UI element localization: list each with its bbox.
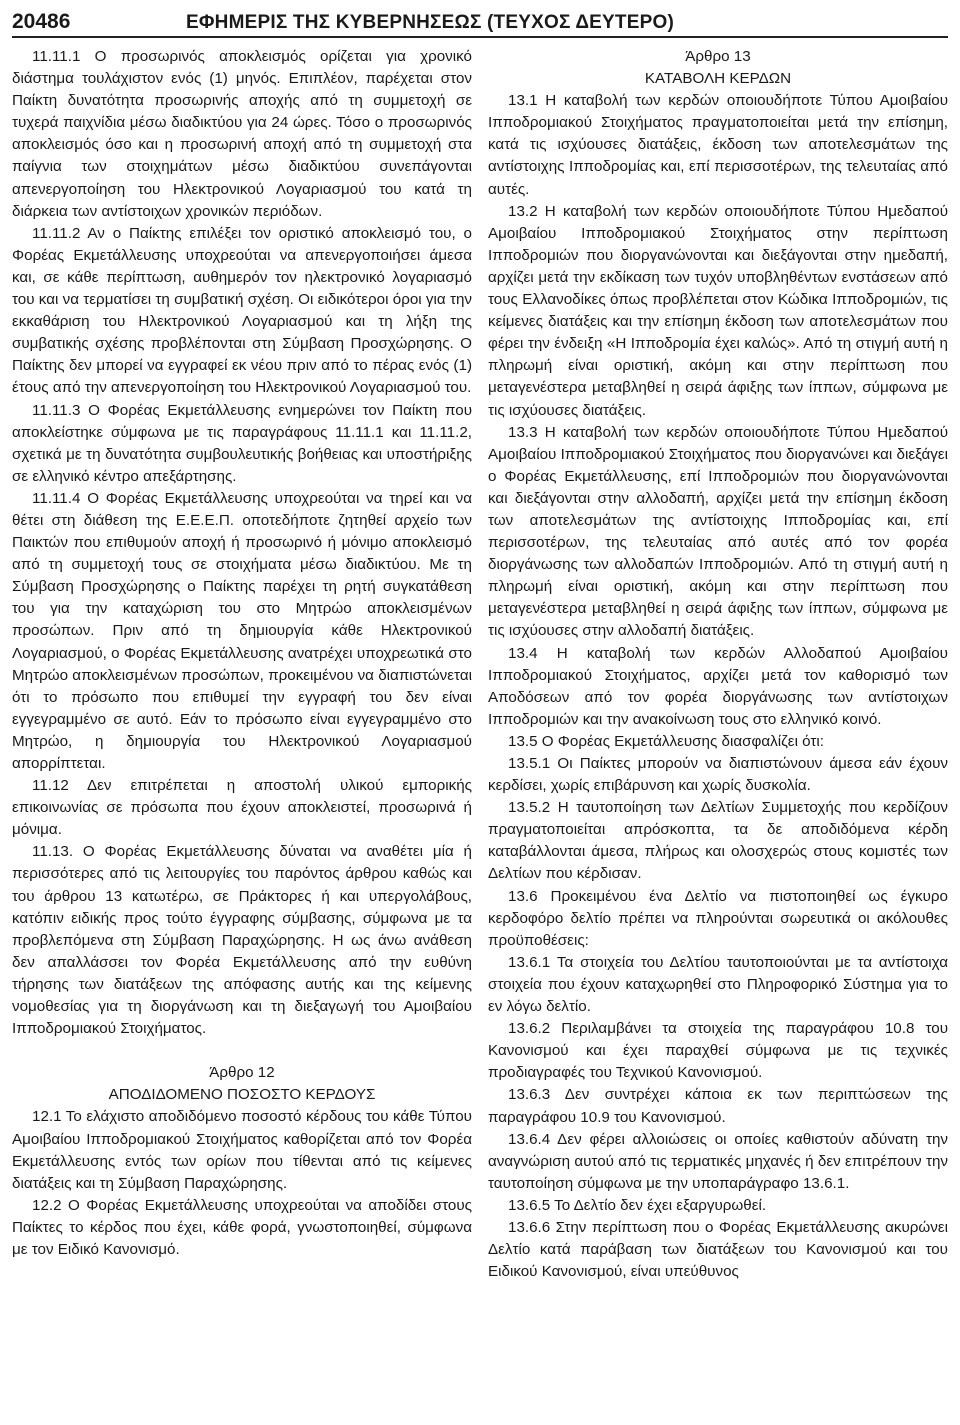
text-columns: [12, 46, 948, 1425]
paragraph-11-11-3: 11.11.3 Ο Φορέας Εκμετάλλευσης ενημερώνει τον Παίκτη που αποκλείστηκε σύμφωνα με τις παραγράφους 11.11.1 και 11.11.2, σχετικά με τη δυνατότητα συμβουλευτικής βοήθειας και υποστήριξης σε ελληνικό κέντρο απεξάρτησης.: [12, 401, 472, 485]
right-column: [488, 46, 948, 1425]
article-12-title: ΑΠΟΔΙΔΟΜΕΝΟ ΠΟΣΟΣΤΟ ΚΕΡΔΟΥΣ: [108, 1086, 376, 1104]
paragraph-12-1: 12.1 Το ελάχιστο αποδιδόμενο ποσοστό κέρδους του κάθε Τύπου Αμοιβαίου Ιπποδρομιακού Στοιχήματος καθορίζεται από τον Φορέα Εκμετάλλευσης εντός των ορίων που τίθενται από τις κείμενες διατάξεις και τη Σύμβαση Παραχώρησης.: [12, 1108, 472, 1192]
paragraph-13-2: 13.2 Η καταβολή των κερδών οποιουδήποτε Τύπου Ημεδαπού Αμοιβαίου Ιπποδρομιακού Στοιχήματος στην περίπτωση Ιπποδρομιών που διοργανώνονται και διεξάγονται στην ημεδαπή, αρχίζει μετά την εκδίκαση των τυχόν υποβληθέντων ενστάσεων από τους Ελλανοδίκες όπως προβλέπεται στον Κώδικα Ιπποδρομιών, τις κείμενες διατάξεις και την επίσημη έκδοση των αποτελεσμάτων που φέρει την ένδειξη «Η Ιπποδρομία έχει καλώς». Από τη στιγμή αυτή η πληρωμή είναι οριστική, ακόμη και στην περίπτωση που μεταγενέστερα μεταβληθεί η σειρά άφιξης των ίππων, σύμφωνα με τις ισχύουσες διατάξεις.: [488, 202, 948, 419]
running-title: ΕΦΗΜΕΡΙΣ ΤΗΣ ΚΥΒΕΡΝΗΣΕΩΣ (ΤΕΥΧΟΣ ΔΕΥΤΕΡΟ): [186, 12, 674, 33]
paragraph-13-4: 13.4 Η καταβολή των κερδών Αλλοδαπού Αμοιβαίου Ιπποδρομιακού Στοιχήματος, αρχίζει μετά τον καθορισμό των Αποδόσεων από τον φορέα διοργάνωσης των αντίστοιχων Ιπποδρομιών και την ανακοίνωση τους στο ελληνικό κοινό.: [488, 644, 948, 728]
paragraph-13-6-1: 13.6.1 Τα στοιχεία του Δελτίου ταυτοποιούνται με τα αντίστοιχα στοιχεία που έχουν καταχωρηθεί στο Πληροφορικό Σύστημα για το εν λόγω δελτίο.: [488, 953, 948, 1016]
paragraph-11-11-1: 11.11.1 Ο προσωρινός αποκλεισμός ορίζεται για χρονικό διάστημα τουλάχιστον ενός (1) μηνός. Επιπλέον, παρέχεται στον Παίκτη δυνατότητα προσωρινής αποχής από τη συμμετοχή σε τυχερά παιχνίδια μέσω διαδικτύου για 24 ώρες. Τόσο ο προσωρινός αποκλεισμός όσο και η προσωρινή αποχή από τη συμμετοχή στα παίγνια των στοιχημάτων μέσω διαδικτύου συνεπάγονται απενεργοποίηση του Ηλεκτρονικού Λογαριασμού του κατά τη διάρκεια των αντίστοιχων χρονικών περιόδων.: [12, 48, 472, 220]
paragraph-13-6: 13.6 Προκειμένου ένα Δελτίο να πιστοποιηθεί ως έγκυρο κερδοφόρο δελτίο πρέπει να πληρούνται σωρευτικά οι ακόλουθες προϋποθέσεις:: [488, 887, 948, 949]
paragraph-13-5-2: 13.5.2 Η ταυτοποίηση των Δελτίων Συμμετοχής που κερδίζουν πραγματοποιείται απρόσκοπτα, τα δε αποδιδόμενα κέρδη καταβάλλονται άμεσα, πλήρως και ολοσχερώς στους κομιστές των Δελτίων που κέρδισαν.: [488, 799, 948, 883]
paragraph-11-11-4: 11.11.4 Ο Φορέας Εκμετάλλευσης υποχρεούται να τηρεί και να θέτει στη διάθεση της Ε.Ε.Ε.Π. οποτεδήποτε ζητηθεί αρχείο των Παικτών που επιθυμούν αποχή ή προσωρινό ή μόνιμο αποκλεισμό από τη συμμετοχή τους σε στοιχήματα μέσω διαδικτύου. Με τη Σύμβαση Προσχώρησης ο Παίκτης παρέχει τη ρητή συγκατάθεση του για την καταχώριση του στο Μητρώο αποκλεισμένων προσώπων. Πριν από τη δημιουργία κάθε Ηλεκτρονικού Λογαριασμού, ο Φορέας Εκμετάλλευσης ανατρέχει υποχρεωτικά στο Μητρώο αποκλεισμένων προσώπων, προκειμένου να διαπιστώνεται ότι το πρόσωπο που επιθυμεί την εγγραφή του δεν είναι εγγεγραμμένο σε αυτό. Εάν το πρόσωπο είναι εγγεγραμμένο στο Μητρώο, η δημιουργία του Ηλεκτρονικού Λογαριασμού απορρίπτεται.: [12, 489, 472, 772]
page-number: 20486: [12, 10, 71, 33]
article-13-heading: Άρθρο 13: [685, 48, 751, 65]
article-13-title: ΚΑΤΑΒΟΛΗ ΚΕΡΔΩΝ: [644, 70, 792, 88]
paragraph-13-6-2: 13.6.2 Περιλαμβάνει τα στοιχεία της παραγράφου 10.8 του Κανονισμού και έχει παραχθεί σύμφωνα με τις τεχνικές προδιαγραφές του Τεχνικού Κανονισμού.: [488, 1020, 948, 1082]
paragraph-13-6-5: 13.6.5 Το Δελτίο δεν έχει εξαργυρωθεί.: [508, 1196, 767, 1214]
paragraph-11-12: 11.12 Δεν επιτρέπεται η αποστολή υλικού εμπορικής επικοινωνίας σε πρόσωπα που έχουν αποκλειστεί, προσωρινά ή μόνιμα.: [12, 777, 472, 839]
paragraph-11-13: 11.13. Ο Φορέας Εκμετάλλευσης δύναται να αναθέτει μία ή περισσότερες από τις λειτουργίες του παρόντος άρθρου καθώς και του άρθρου 13 κατωτέρω, σε Πράκτορες ή και υπεργολάβους, κατόπιν ειδικής προς τούτο έγγραφης σύμβασης, σύμφωνα με τα προβλεπόμενα στη Σύμβαση Παραχώρησης. Η ως άνω ανάθεση δεν απαλλάσσει τον Φορέα Εκμετάλλευσης από την ευθύνη τήρησης των διατάξεων της απόφασης αυτής και της κείμενης νομοθεσίας για τη διοργάνωση και τη διεξαγωγή του Αμοιβαίου Ιπποδρομιακού Στοιχήματος.: [12, 843, 472, 1038]
page-header: [12, 0, 948, 38]
paragraph-11-11-2: 11.11.2 Αν ο Παίκτης επιλέξει τον οριστικό αποκλεισμό του, ο Φορέας Εκμετάλλευσης υποχρεούται να απενεργοποιήσει άμεσα και, σε κάθε περίπτωση, αυθημερόν τον ηλεκτρονικό λογαριασμό του και να τερματίσει τη συμβατική σχέση. Οι ειδικότεροι όροι για την εκκαθάριση του Ηλεκτρονικού Λογαριασμού και τη λήξη της συμβατικής σχέσης προβλέπονται στη Σύμβαση Προσχώρησης. Ο Παίκτης δεν μπορεί να εγγραφεί εκ νέου πριν από το πέρας ενός (1) έτους από την απενεργοποίηση του Ηλεκτρονικού Λογαριασμού του.: [12, 224, 472, 397]
article-12-heading: Άρθρο 12: [209, 1064, 275, 1082]
paragraph-13-6-4: 13.6.4 Δεν φέρει αλλοιώσεις οι οποίες καθιστούν αδύνατη την αναγνώριση αυτού από τις τερματικές μηχανές ή δεν επιτρέπουν την ταυτοποίηση σύμφωνα με την υποπαράγραφο 13.6.1.: [488, 1130, 948, 1192]
paragraph-13-6-3: 13.6.3 Δεν συντρέχει κάποια εκ των περιπτώσεων της παραγράφου 10.9 του Κανονισμού.: [488, 1086, 948, 1126]
paragraph-13-1: 13.1 Η καταβολή των κερδών οποιουδήποτε Τύπου Αμοιβαίου Ιπποδρομιακού Στοιχήματος πραγματοποιείται μετά την επίσημη, κατά τις ισχύουσες διατάξεις, έκδοση των αποτελεσμάτων της αντίστοιχης Ιπποδρομίας και, επί περισσοτέρων, της τελευταίας από αυτές.: [488, 92, 948, 198]
paragraph-13-5: 13.5 Ο Φορέας Εκμετάλλευσης διασφαλίζει ότι:: [508, 732, 825, 750]
left-column: [12, 46, 472, 1425]
paragraph-13-5-1: 13.5.1 Οι Παίκτες μπορούν να διαπιστώνουν άμεσα εάν έχουν κερδίσει, χωρίς επιβάρυνση και χωρίς δυσκολία.: [488, 755, 948, 795]
paragraph-12-2: 12.2 Ο Φορέας Εκμετάλλευσης υποχρεούται να αποδίδει στους Παίκτες το κέρδος που έχει, κάθε φορά, γνωστοποιηθεί, σύμφωνα με τον Ειδικό Κανονισμό.: [12, 1196, 472, 1258]
paragraph-13-3: 13.3 Η καταβολή των κερδών οποιουδήποτε Τύπου Ημεδαπού Αμοιβαίου Ιπποδρομιακού Στοιχήματος που διοργανώνει και διεξάγει ο Φορέας Εκμετάλλευσης, επί Ιπποδρομιών που διοργανώνονται και διεξάγονται στην αλλοδαπή, αρχίζει μετά την επίσημη έκδοση των αποτελεσμάτων της αντίστοιχης Ιπποδρομίας και, επί περισσοτέρων, της τελευταίας από αυτές από τον φορέα διοργάνωσης των αλλοδαπών Ιπποδρομιών. Από τη στιγμή αυτή η πληρωμή είναι οριστική, ακόμη και στην περίπτωση που μεταγενέστερα μεταβληθεί η σειρά άφιξης των ίππων, σύμφωνα με τις ισχύουσες στην αλλοδαπή διατάξεις.: [488, 423, 949, 640]
paragraph-13-6-6: 13.6.6 Στην περίπτωση που ο Φορέας Εκμετάλλευσης ακυρώνει Δελτίο κατά παράβαση των διατάξεων του Κανονισμού και του Ειδικού Κανονισμού, είναι υπεύθυνος: [488, 1218, 948, 1281]
